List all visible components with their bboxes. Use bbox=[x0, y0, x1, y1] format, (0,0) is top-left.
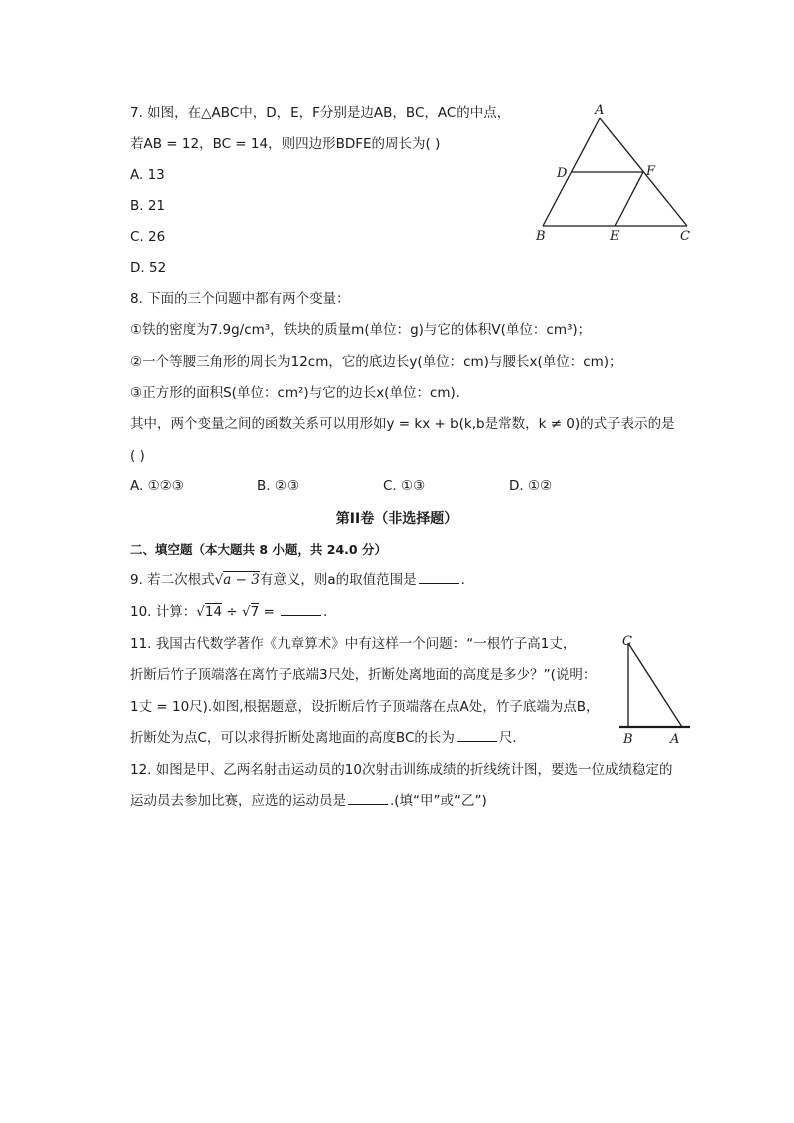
q8-option-d: D. ①② bbox=[509, 478, 553, 494]
segment-fe bbox=[615, 172, 643, 226]
q12-line1: 12. 如图是甲、乙两名射击运动员的10次射击训练成绩的折线统计图，要选一位成绩稳定的 bbox=[130, 762, 673, 778]
side-ca bbox=[628, 643, 682, 727]
q7-option-c: C. 26 bbox=[130, 229, 166, 245]
q8-option-c: C. ①③ bbox=[383, 478, 426, 494]
section-subtitle: 二、填空题（本大题共 8 小题，共 24.0 分） bbox=[130, 542, 387, 557]
q12-line2-suffix: .(填“甲”或“乙”) bbox=[390, 793, 487, 809]
q10-radicand-2: 7 bbox=[250, 604, 260, 620]
radical-sign-icon: √ bbox=[241, 604, 251, 620]
q11-line4-prefix: 折断处为点C，可以求得折断处离地面的高度BC的长为 bbox=[130, 730, 455, 746]
q7-line1: 7. 如图，在△ABC中，D，E，F分别是边AB，BC，AC的中点， bbox=[130, 105, 511, 121]
label-b: B bbox=[623, 732, 633, 747]
label-f: F bbox=[646, 164, 656, 179]
q11-line3: 1丈 = 10尺).如图,根据题意，设折断后竹子顶端落在点A处，竹子底端为点B， bbox=[130, 699, 600, 715]
q8-option-b: B. ②③ bbox=[257, 478, 300, 494]
q11-line4-suffix: 尺． bbox=[498, 730, 526, 746]
q7-option-d: D. 52 bbox=[130, 260, 167, 276]
triangle-abc-figure bbox=[530, 100, 700, 245]
q8-item1: ①铁的密度为7.9g/cm³，铁块的质量m(单位：g)与它的体积V(单位：cm³)； bbox=[130, 322, 592, 338]
q8-line1: 8. 下面的三个问题中都有两个变量： bbox=[130, 291, 350, 307]
q10-radicand-1: 14 bbox=[204, 604, 223, 620]
q8-option-a: A. ①②③ bbox=[130, 478, 184, 494]
radical-sign-icon: √ bbox=[214, 572, 224, 588]
q9-end: ． bbox=[460, 572, 475, 588]
q7-line2: 若AB = 12，BC = 14，则四边形BDFE的周长为( ) bbox=[130, 136, 441, 152]
label-a: A bbox=[595, 103, 605, 118]
q8-item3: ③正方形的面积S(单位：cm²)与它的边长x(单位：cm)． bbox=[130, 385, 470, 401]
q9-prefix: 9. 若二次根式 bbox=[130, 572, 215, 588]
q10-prefix: 10. 计算： bbox=[130, 604, 197, 620]
q10-end: ． bbox=[323, 604, 337, 620]
q7-option-a: A. 13 bbox=[130, 167, 165, 183]
radical-sign-icon: √ bbox=[196, 604, 205, 620]
q11-answer-blank[interactable] bbox=[457, 729, 497, 742]
q9-answer-blank[interactable] bbox=[419, 571, 459, 584]
q11-line1: 11. 我国古代数学著作《九章算术》中有这样一个问题：“一根竹子高1丈， bbox=[130, 636, 577, 652]
q8-line6: ( ) bbox=[130, 448, 145, 464]
q10-line bbox=[130, 602, 337, 622]
q11-line4 bbox=[130, 728, 526, 748]
q9-suffix: 有意义，则a的取值范围是 bbox=[259, 572, 417, 588]
label-d: D bbox=[557, 166, 568, 181]
q11-line2: 折断后竹子顶端落在离竹子底端3尺处，折断处离地面的高度是多少？”(说明： bbox=[130, 667, 597, 683]
label-a: A bbox=[670, 732, 680, 747]
label-b: B bbox=[536, 229, 546, 244]
q9-radical bbox=[215, 571, 260, 588]
bamboo-right-triangle-figure bbox=[614, 633, 694, 748]
q10-answer-blank[interactable] bbox=[281, 603, 321, 616]
label-c: C bbox=[622, 634, 632, 649]
q9-radicand: a − 3 bbox=[223, 572, 260, 588]
q9-line bbox=[130, 570, 474, 590]
label-c: C bbox=[680, 229, 690, 244]
q10-divide: ÷ bbox=[222, 604, 242, 620]
q7-option-b: B. 21 bbox=[130, 198, 166, 214]
q12-answer-blank[interactable] bbox=[348, 792, 388, 805]
q10-equals: = bbox=[259, 604, 280, 620]
q8-line5: 其中，两个变量之间的函数关系可以用形如y = kx + b(k,b是常数，k ≠ 0)的式子表示的是 bbox=[130, 416, 675, 432]
q12-line2 bbox=[130, 791, 487, 811]
label-e: E bbox=[610, 229, 620, 244]
section-title: 第II卷（非选择题） bbox=[335, 511, 459, 527]
q8-item2: ②一个等腰三角形的周长为12cm，它的底边长y(单位：cm)与腰长x(单位：cm)； bbox=[130, 354, 623, 370]
q12-line2-prefix: 运动员去参加比赛，应选的运动员是 bbox=[130, 793, 346, 809]
